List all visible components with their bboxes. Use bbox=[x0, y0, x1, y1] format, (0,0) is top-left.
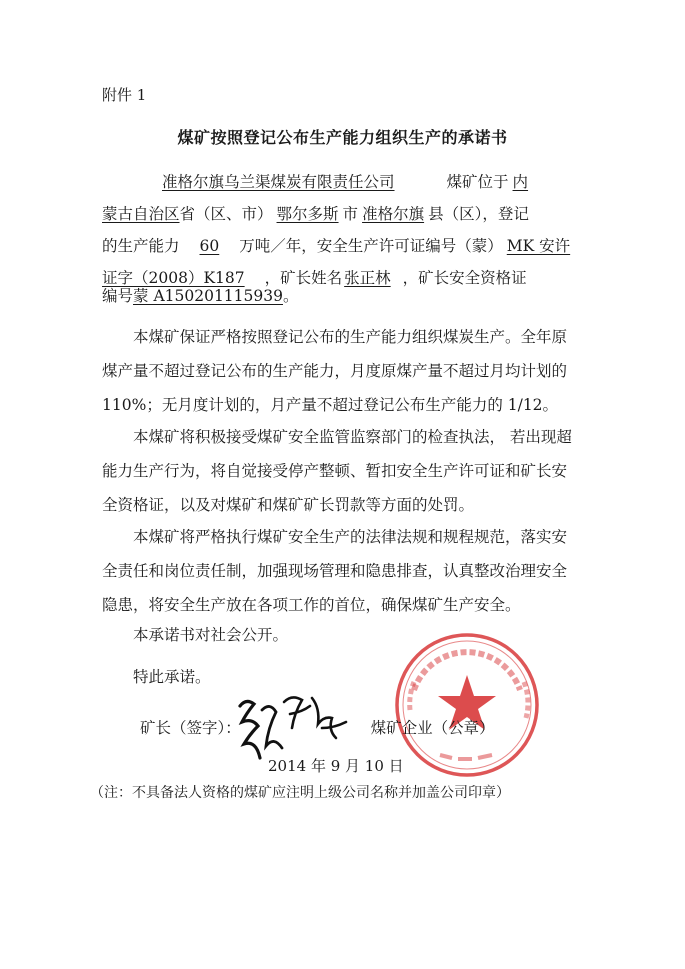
province-part2: 蒙古自治区 bbox=[102, 205, 180, 223]
intro-line-5 bbox=[102, 286, 299, 306]
paragraph-capacity: 本煤矿保证严格按照登记公布的生产能力组织煤炭生产。全年原煤产量不超过登记公布的生产能力，月度原煤产量不超过月均计划的110%；无月度计划的，月产量不超过登记公布生产能力的 1/12。 bbox=[102, 328, 568, 414]
capacity-value: 60 bbox=[199, 237, 220, 255]
handwritten-signature bbox=[232, 688, 352, 766]
intro-line-3 bbox=[102, 236, 574, 256]
province-part1: 内 bbox=[512, 173, 529, 191]
county-suffix: 县（区），登记 bbox=[428, 205, 529, 223]
intro-end: 。 bbox=[282, 287, 299, 305]
mine-located-label: 煤矿位于 bbox=[446, 173, 509, 191]
license-part1: MK 安许 bbox=[506, 237, 571, 255]
manager-prefix: ，矿长姓名 bbox=[264, 269, 343, 287]
intro-line-1 bbox=[102, 172, 532, 192]
capacity-suffix: 万吨／年，安全生产许可证编号（蒙） bbox=[239, 237, 503, 255]
manager-signature-label: 矿长（签字）： bbox=[140, 719, 241, 737]
intro-line-4 bbox=[102, 268, 527, 288]
cert-prefix: 编号 bbox=[102, 287, 134, 305]
city-suffix: 市 bbox=[342, 205, 359, 223]
intro-line-2 bbox=[102, 204, 529, 224]
capacity-prefix: 的生产能力 bbox=[102, 237, 180, 255]
province-suffix: 省（区、市） bbox=[179, 205, 273, 223]
paragraph-closing: 特此承诺。 bbox=[133, 668, 211, 686]
sign-date: 2014 年 9 月 10 日 bbox=[268, 757, 404, 775]
city-name: 鄂尔多斯 bbox=[276, 205, 339, 223]
enterprise-seal-label: 煤矿企业（公章） bbox=[370, 719, 495, 737]
paragraph-safety: 本煤矿将严格执行煤矿安全生产的法律法规和规程规范，落实安全责任和岗位责任制，加强现场管理和隐患排查，认真整改治理安全隐患，将安全生产放在各项工作的首位，确保煤矿生产安全。 bbox=[102, 528, 568, 614]
county-name: 准格尔旗 bbox=[362, 205, 425, 223]
footnote: （注：不具备法人资格的煤矿应注明上级公司名称并加盖公司印章） bbox=[90, 785, 510, 801]
page-title: 煤矿按照登记公布生产能力组织生产的承诺书 bbox=[177, 128, 508, 147]
paragraph-inspection: 本煤矿将积极接受煤矿安全监管监察部门的检查执法， 若出现超能力生产行为，将自觉接受停产整顿、暂扣安全生产许可证和矿长安全资格证，以及对煤矿和煤矿矿长罚款等方面的处罚。 bbox=[102, 428, 572, 514]
attachment-label: 附件 1 bbox=[102, 86, 147, 104]
cert-suffix: ，矿长安全资格证 bbox=[402, 269, 527, 287]
company-name: 准格尔旗乌兰渠煤炭有限责任公司 bbox=[162, 173, 395, 191]
cert-number: 蒙 A150201115939 bbox=[133, 287, 283, 305]
official-seal bbox=[392, 630, 542, 780]
license-part2: 证字（2008）K187 bbox=[102, 269, 245, 287]
manager-name: 张正林 bbox=[344, 269, 391, 287]
paragraph-public: 本承诺书对社会公开。 bbox=[133, 626, 289, 644]
